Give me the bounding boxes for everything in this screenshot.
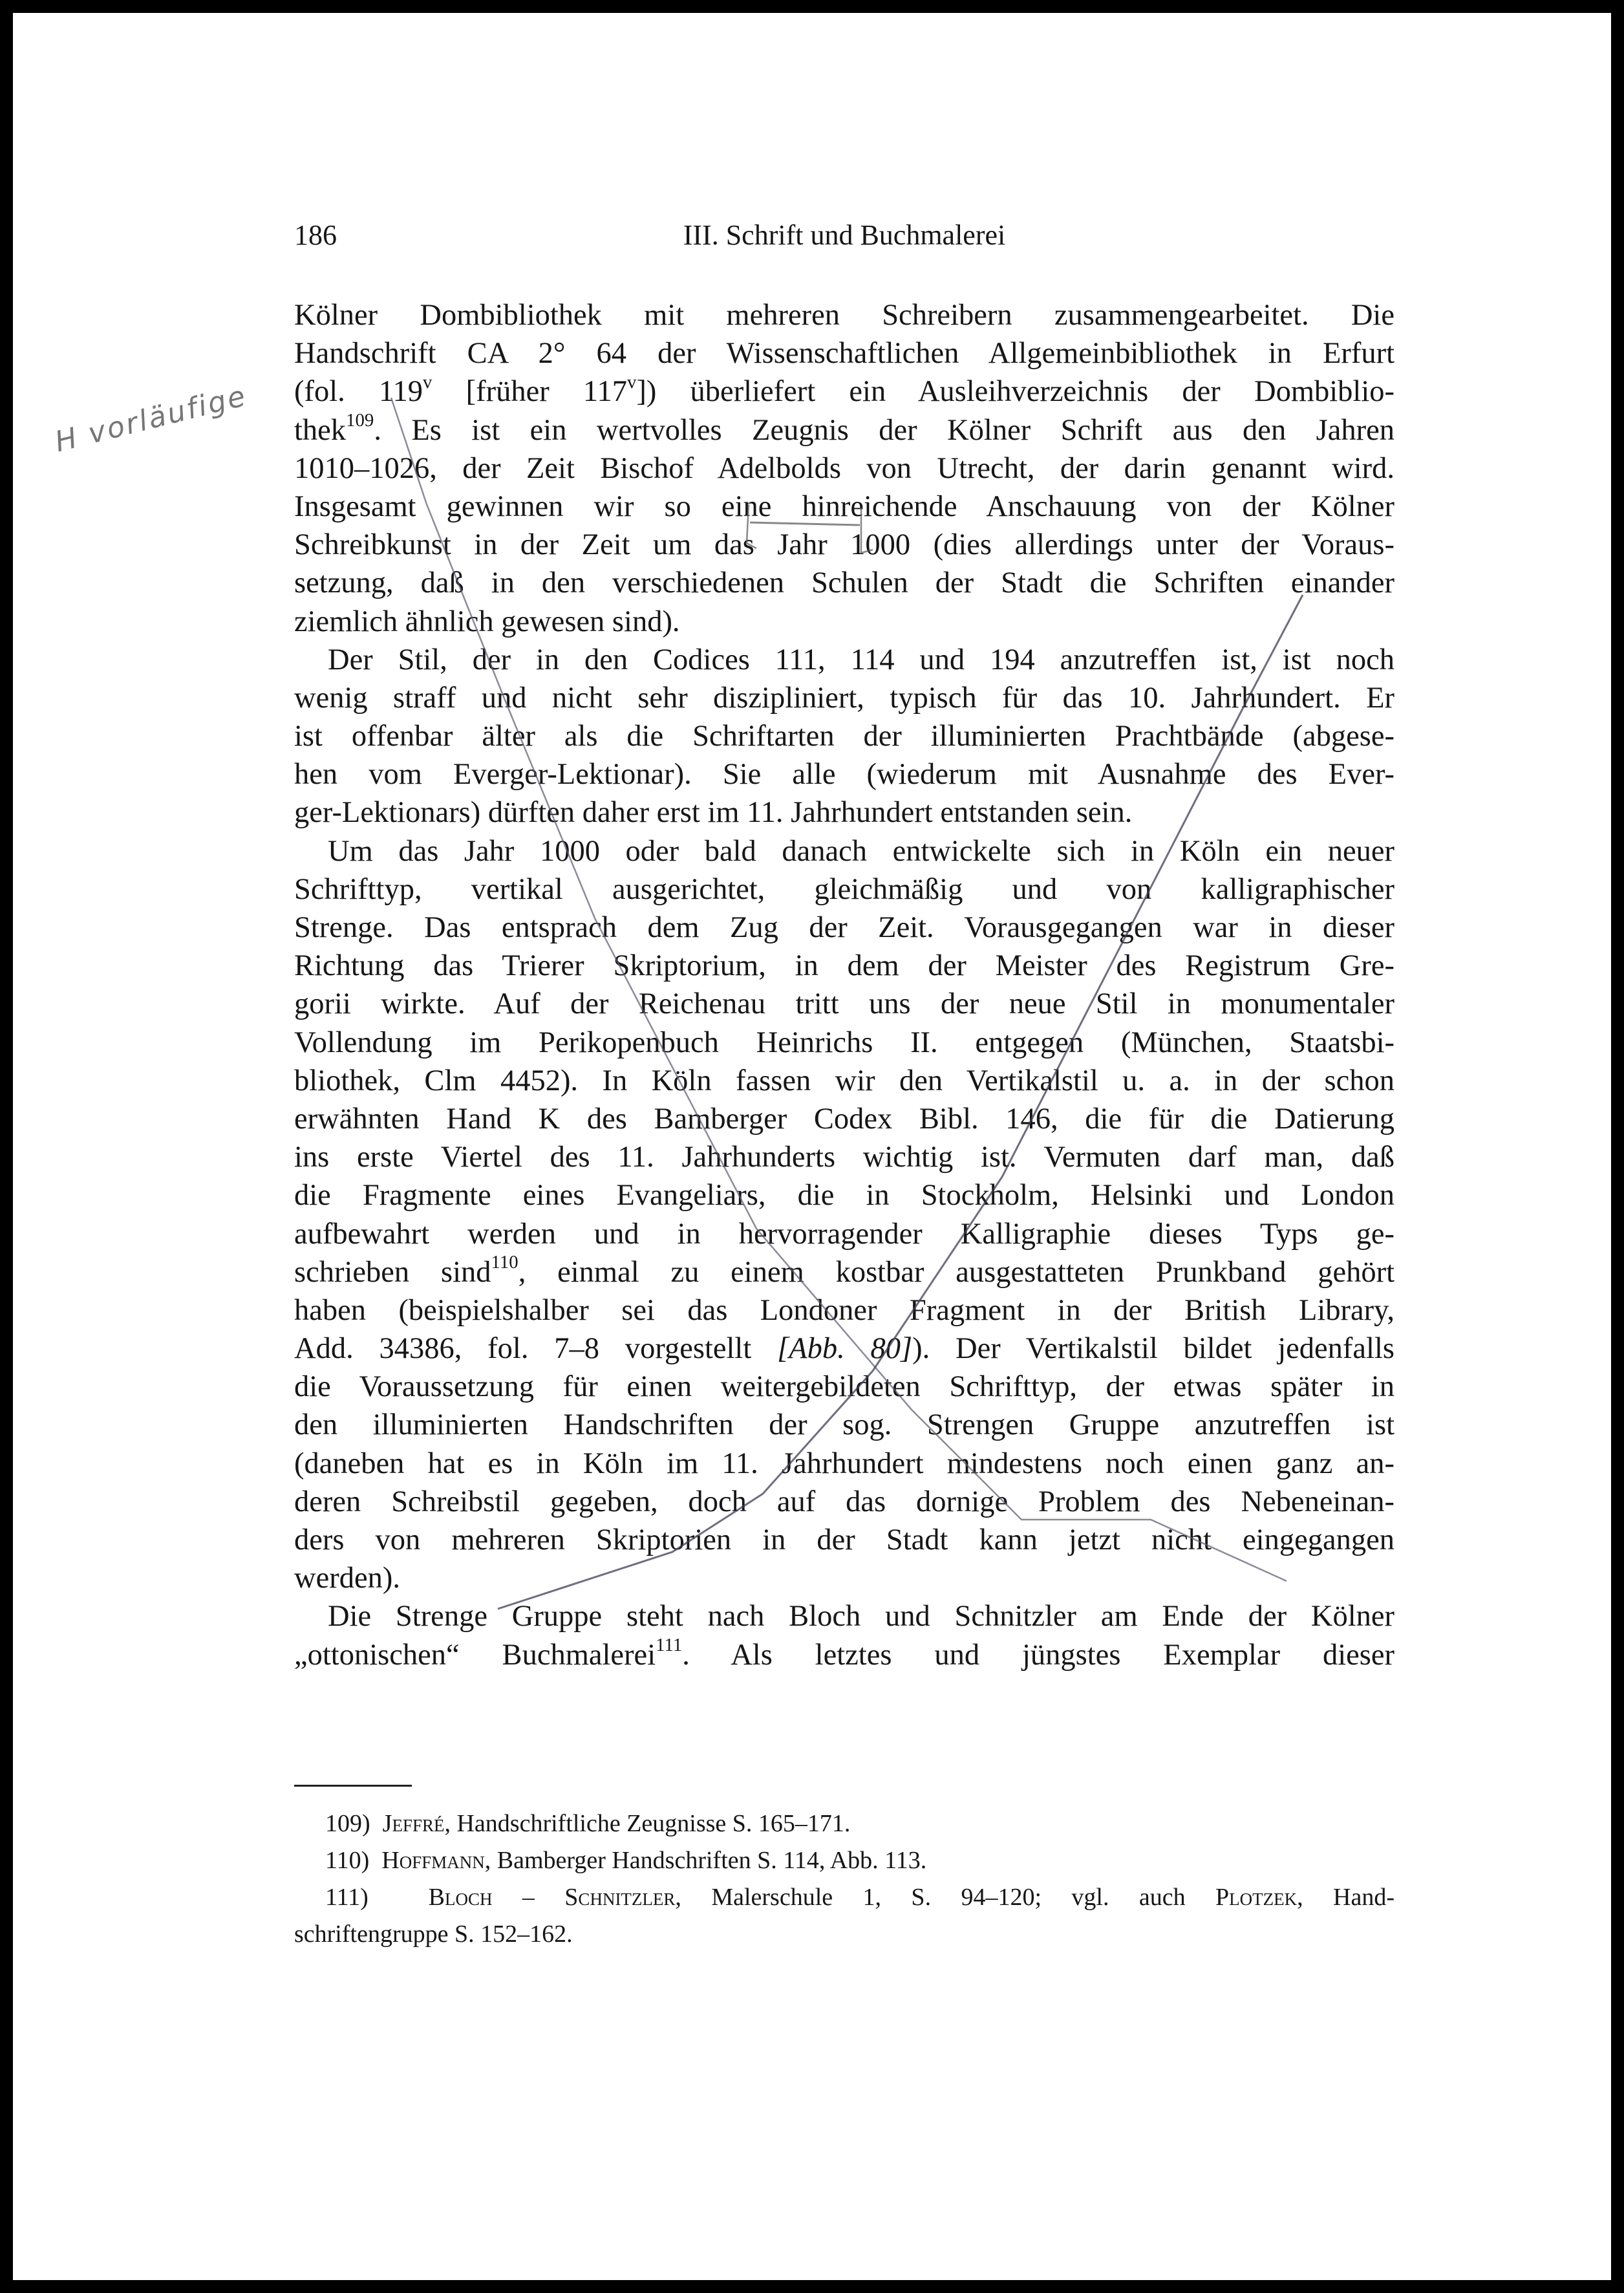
body-line: erwähnten Hand K des Bamberger Codex Bibl. 146, die für die Datierung (294, 1102, 1394, 1136)
body-line: die Voraussetzung für einen weitergebildeten Schrifttyp, der etwas später in (294, 1370, 1394, 1404)
line-text: (fol. 119 (294, 375, 423, 409)
superscript: 110 (491, 1251, 518, 1273)
superscript: 109 (346, 409, 374, 431)
running-title: III. Schrift und Buchmalerei (683, 219, 1006, 251)
body-line: Die Strenge Gruppe steht nach Bloch und Schnitzler am Ende der Kölner (328, 1600, 1394, 1633)
body-line: Insgesamt gewinnen wir so eine hinreichende Anschauung von der Kölner (294, 490, 1394, 523)
body-line (294, 411, 1394, 449)
body-line (294, 1636, 1394, 1674)
body-line (294, 1330, 1394, 1368)
line-text: , einmal zu einem kostbar ausgestatteten Prunkband gehört (518, 1255, 1394, 1289)
footnote-author: Bloch – Schnitzler (428, 1884, 676, 1911)
body-line: ist offenbar älter als die Schriftarten der illuminierten Prachtbände (abgese- (294, 720, 1394, 753)
line-text: [früher 117 (432, 375, 627, 409)
superscript: v (626, 371, 637, 393)
body-line: hen vom Everger-Lektionar). Sie alle (wiederum mit Ausnahme des Ever- (294, 758, 1394, 791)
body-line: aufbewahrt werden und in hervorragender Kalligraphie dieses Typs ge- (294, 1217, 1394, 1251)
body-line: 1010–1026, der Zeit Bischof Adelbolds von Utrecht, der darin genannt wird. (294, 451, 1394, 485)
line-text: ). Der Vertikalstil bildet jedenfalls (912, 1332, 1394, 1366)
line-text: schrieben sind (294, 1255, 491, 1289)
body-line (294, 1253, 1394, 1291)
footnote-text: , Handschriftliche Zeugnisse S. 165–171. (444, 1810, 851, 1837)
superscript: v (423, 371, 433, 393)
body-line: ger-Lektionars) dürften daher erst im 11. Jahrhundert entstanden sein. (294, 796, 1133, 830)
footnote-number: 111) (325, 1884, 369, 1911)
line-text: thek (294, 413, 347, 447)
footnote-author: Hoffmann (381, 1847, 485, 1874)
footnote-109 (294, 1805, 1394, 1842)
footnote-110 (294, 1842, 1394, 1879)
body-line: Um das Jahr 1000 oder bald danach entwickelte sich in Köln ein neuer (328, 834, 1394, 868)
footnote-number: 110) (325, 1847, 370, 1874)
body-line: Schreibkunst in der Zeit um das Jahr 1000 (dies allerdings unter der Voraus- (294, 528, 1394, 562)
footnote-text: , Bamberger Handschriften S. 114, Abb. 113. (484, 1847, 927, 1874)
footnote-number: 109) (325, 1810, 370, 1837)
body-line: den illuminierten Handschriften der sog. Strengen Gruppe anzutreffen ist (294, 1408, 1394, 1442)
footnote-author: Jeffré (382, 1810, 445, 1837)
body-line: Kölner Dombibliothek mit mehreren Schreibern zusammengearbeitet. Die (294, 299, 1394, 332)
figure-reference: [Abb. 80] (777, 1332, 913, 1366)
page-number: 186 (294, 219, 337, 251)
body-line: Schrifttyp, vertikal ausgerichtet, gleichmäßig und von kalligraphischer (294, 872, 1394, 906)
body-line: haben (beispielshalber sei das Londoner Fragment in der British Library, (294, 1293, 1394, 1327)
body-line: ziemlich ähnlich gewesen sind). (294, 605, 680, 638)
footnote-text: , Malerschule 1, S. 94–120; vgl. auch (675, 1884, 1216, 1911)
body-line: Handschrift CA 2° 64 der Wissenschaftlichen Allgemeinbibliothek in Erfurt (294, 337, 1394, 371)
body-line: deren Schreibstil gegeben, doch auf das dornige Problem des Nebeneinan- (294, 1485, 1394, 1518)
page-header (294, 219, 1394, 257)
body-line: wenig straff und nicht sehr diszipliniert, typisch für das 10. Jahrhundert. Er (294, 681, 1394, 715)
body-line: (daneben hat es in Köln im 11. Jahrhundert mindestens noch einen ganz an- (294, 1447, 1394, 1480)
body-line: ders von mehreren Skriptorien in der Stadt kann jetzt nicht eingegangen (294, 1523, 1394, 1556)
body-line: bliothek, Clm 4452). In Köln fassen wir den Vertikalstil u. a. in der schon (294, 1064, 1394, 1097)
body-line: ins erste Viertel des 11. Jahrhunderts wichtig ist. Vermuten darf man, daß (294, 1141, 1394, 1174)
body-line: Der Stil, der in den Codices 111, 114 und 194 anzutreffen ist, ist noch (328, 643, 1394, 676)
footnote-author-2: Plotzek (1215, 1884, 1298, 1911)
line-text: „ottonischen“ Buchmalerei (294, 1638, 656, 1672)
body-line (294, 372, 1394, 411)
body-line: setzung, daß in den verschiedenen Schulen der Stadt die Schriften einander (294, 566, 1394, 600)
body-line: Richtung das Trierer Skriptorium, in dem der Meister des Registrum Gre- (294, 949, 1394, 983)
body-line: Strenge. Das entsprach dem Zug der Zeit. Vorausgegangen war in dieser (294, 911, 1394, 944)
line-text: ]) überliefert ein Ausleihverzeichnis der Dombiblio- (636, 375, 1394, 409)
line-text: . Als letztes und jüngstes Exemplar dieser (682, 1638, 1394, 1672)
footnote-rule (294, 1785, 412, 1787)
line-text: Add. 34386, fol. 7–8 vorgestellt (294, 1332, 778, 1366)
line-text: . Es ist ein wertvolles Zeugnis der Kölner Schrift aus den Jahren (374, 413, 1394, 447)
footnote-text-2: , Hand- (1297, 1884, 1395, 1911)
scanned-page (13, 13, 1611, 2280)
body-line: gorii wirkte. Auf der Reichenau tritt uns der neue Stil in monumentaler (294, 987, 1394, 1021)
body-line: die Fragmente eines Evangeliars, die in Stockholm, Helsinki und London (294, 1179, 1394, 1212)
body-line: werden). (294, 1562, 400, 1595)
superscript: 111 (656, 1634, 683, 1655)
body-text (294, 296, 1394, 1674)
footnote-111-continuation: schriftengruppe S. 152–162. (294, 1921, 573, 1948)
handwritten-margin-note: H vorläufige (52, 379, 251, 459)
body-line: Vollendung im Perikopenbuch Heinrichs II. entgegen (München, Staatsbi- (294, 1026, 1394, 1059)
footnotes (294, 1805, 1394, 1953)
footnote-111 (294, 1879, 1394, 1916)
